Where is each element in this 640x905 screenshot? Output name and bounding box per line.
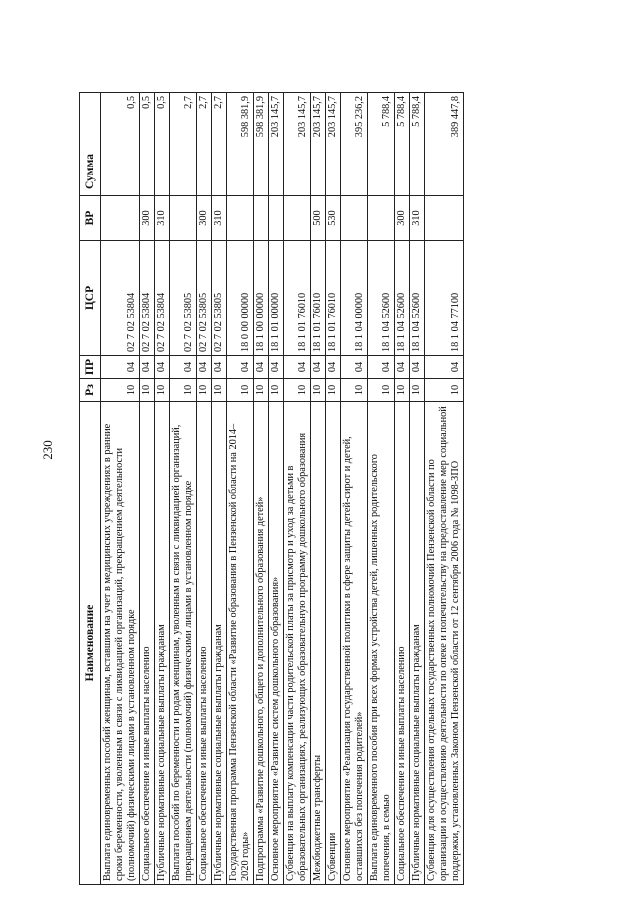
row-vr: 500: [311, 196, 326, 241]
row-sum: 203 145,7: [284, 93, 311, 196]
row-csr: 18 1 04 00000: [341, 241, 368, 356]
table-row: [227, 93, 254, 885]
row-csr: 18 1 04 52600: [410, 241, 425, 356]
table-row: [197, 93, 212, 885]
row-rz: 10: [311, 379, 326, 402]
row-vr: 300: [395, 196, 410, 241]
row-pr: 04: [410, 356, 425, 379]
row-pr: 04: [254, 356, 269, 379]
row-csr: 02 7 02 53804: [140, 241, 155, 356]
table-row: [341, 93, 368, 885]
row-name: Социальное обеспечение и иные выплаты населению: [197, 402, 212, 885]
budget-table-wrapper: [79, 93, 563, 885]
row-sum: 395 236,2: [341, 93, 368, 196]
row-csr: 18 1 01 76010: [326, 241, 341, 356]
table-row: [140, 93, 155, 885]
row-rz: 10: [101, 379, 140, 402]
table-row: [368, 93, 395, 885]
table-row: [269, 93, 284, 885]
table-row: [170, 93, 197, 885]
row-csr: 18 1 01 76010: [311, 241, 326, 356]
table-row: [311, 93, 326, 885]
table-row: [155, 93, 170, 885]
row-csr: 18 1 04 52600: [368, 241, 395, 356]
row-rz: 10: [212, 379, 227, 402]
table-row: [101, 93, 140, 885]
row-sum: 389 447,8: [425, 93, 464, 196]
row-sum: 5 788,4: [368, 93, 395, 196]
row-rz: 10: [341, 379, 368, 402]
row-pr: 04: [140, 356, 155, 379]
row-pr: 04: [395, 356, 410, 379]
row-vr: [284, 196, 311, 241]
row-vr: [170, 196, 197, 241]
row-name: Выплата единовременных пособий женщинам, вставшим на учет в медицинских учреждениях в ранние сроки беременности, уволенным в связи с ликвидацией организаций, прекращением деятельности (полномочий) физическими лицами в установленном порядке: [101, 402, 140, 885]
row-vr: [269, 196, 284, 241]
table-row: [410, 93, 425, 885]
row-pr: 04: [269, 356, 284, 379]
table-row: [254, 93, 269, 885]
row-csr: 18 1 04 52600: [395, 241, 410, 356]
row-name: Выплата единовременного пособия при всех формах устройства детей, лишенных родительского попечения, в семью: [368, 402, 395, 885]
row-sum: 598 381,9: [254, 93, 269, 196]
row-name: Субвенция на выплату компенсации части родительской платы за присмотр и уход за детьми в образовательных организациях, реализующих образовательную программу дошкольного образования: [284, 402, 311, 885]
row-csr: 18 1 01 76010: [284, 241, 311, 356]
row-vr: 310: [410, 196, 425, 241]
row-sum: 0,5: [155, 93, 170, 196]
row-pr: 04: [170, 356, 197, 379]
row-csr: 18 1 04 77100: [425, 241, 464, 356]
row-sum: 2,7: [197, 93, 212, 196]
row-sum: 598 381,9: [227, 93, 254, 196]
row-sum: 2,7: [212, 93, 227, 196]
row-rz: 10: [395, 379, 410, 402]
row-name: Публичные нормативные социальные выплаты гражданам: [155, 402, 170, 885]
row-pr: 04: [368, 356, 395, 379]
row-name: Публичные нормативные социальные выплаты гражданам: [410, 402, 425, 885]
table-row: [326, 93, 341, 885]
row-csr: 02 7 02 53804: [101, 241, 140, 356]
row-pr: 04: [425, 356, 464, 379]
budget-table: [79, 92, 464, 885]
row-csr: 18 0 00 00000: [227, 241, 254, 356]
table-body: [101, 93, 464, 885]
row-vr: 530: [326, 196, 341, 241]
row-rz: 10: [197, 379, 212, 402]
row-sum: 203 145,7: [269, 93, 284, 196]
row-rz: 10: [140, 379, 155, 402]
row-name: Подпрограмма «Развитие дошкольного, общего и дополнительного образования детей»: [254, 402, 269, 885]
row-vr: 310: [212, 196, 227, 241]
row-pr: 04: [227, 356, 254, 379]
row-name: Социальное обеспечение и иные выплаты населению: [395, 402, 410, 885]
row-rz: 10: [368, 379, 395, 402]
row-vr: [368, 196, 395, 241]
row-pr: 04: [197, 356, 212, 379]
row-vr: [254, 196, 269, 241]
table-row: [284, 93, 311, 885]
row-sum: 203 145,7: [311, 93, 326, 196]
row-rz: 10: [254, 379, 269, 402]
column-header-csr: ЦСР: [80, 241, 101, 356]
row-sum: 203 145,7: [326, 93, 341, 196]
page-number: 230: [40, 440, 55, 460]
row-pr: 04: [311, 356, 326, 379]
row-vr: [341, 196, 368, 241]
row-name: Публичные нормативные социальные выплаты гражданам: [212, 402, 227, 885]
row-sum: 5 788,4: [410, 93, 425, 196]
row-csr: 02 7 02 53804: [155, 241, 170, 356]
row-rz: 10: [425, 379, 464, 402]
table-header-row: [80, 93, 101, 885]
row-rz: 10: [170, 379, 197, 402]
row-vr: [425, 196, 464, 241]
column-header-pr: ПР: [80, 356, 101, 379]
row-rz: 10: [410, 379, 425, 402]
column-header-rz: Рз: [80, 379, 101, 402]
row-pr: 04: [341, 356, 368, 379]
row-vr: 300: [197, 196, 212, 241]
row-name: Государственная программа Пензенской области «Развитие образования в Пензенской области на 2014–2020 годы»: [227, 402, 254, 885]
row-rz: 10: [326, 379, 341, 402]
row-csr: 02 7 02 53805: [212, 241, 227, 356]
row-csr: 18 1 00 00000: [254, 241, 269, 356]
row-name: Основное мероприятие «Реализация государственной политики в сфере защиты детей-сирот и детей, оставшихся без попечения родителей»: [341, 402, 368, 885]
row-pr: 04: [155, 356, 170, 379]
row-name: Межбюджетные трансферты: [311, 402, 326, 885]
table-row: [395, 93, 410, 885]
row-csr: 02 7 02 53805: [197, 241, 212, 356]
row-sum: 2,7: [170, 93, 197, 196]
row-rz: 10: [284, 379, 311, 402]
table-row: [212, 93, 227, 885]
row-vr: 310: [155, 196, 170, 241]
row-rz: 10: [155, 379, 170, 402]
row-pr: 04: [212, 356, 227, 379]
row-name: Выплата пособий по беременности и родам женщинам, уволенным в связи с ликвидацией организаций, прекращением деятельности (полномочий) физическими лицами в установленном порядке: [170, 402, 197, 885]
row-csr: 02 7 02 53805: [170, 241, 197, 356]
row-rz: 10: [227, 379, 254, 402]
row-sum: 0,5: [101, 93, 140, 196]
row-sum: 5 788,4: [395, 93, 410, 196]
row-pr: 04: [326, 356, 341, 379]
row-sum: 0,5: [140, 93, 155, 196]
row-pr: 04: [101, 356, 140, 379]
row-rz: 10: [269, 379, 284, 402]
column-header-sum: Сумма: [80, 93, 101, 196]
column-header-name: Наименование: [80, 402, 101, 885]
row-name: Социальное обеспечение и иные выплаты населению: [140, 402, 155, 885]
table-row: [425, 93, 464, 885]
row-vr: [227, 196, 254, 241]
row-csr: 18 1 01 00000: [269, 241, 284, 356]
row-name: Основное мероприятие «Развитие систем дошкольного образования»: [269, 402, 284, 885]
column-header-vr: ВР: [80, 196, 101, 241]
row-name: Субвенция для осуществления отдельных государственных полномочий Пензенской области по организации и осуществлению деятельности по опеке и попечительству на предоставление мер социальной поддержки, установленных Законом Пензенской области от 12 сентября 2006 года № 1098-ЗПО: [425, 402, 464, 885]
row-vr: [101, 196, 140, 241]
row-pr: 04: [284, 356, 311, 379]
row-vr: 300: [140, 196, 155, 241]
row-name: Субвенции: [326, 402, 341, 885]
